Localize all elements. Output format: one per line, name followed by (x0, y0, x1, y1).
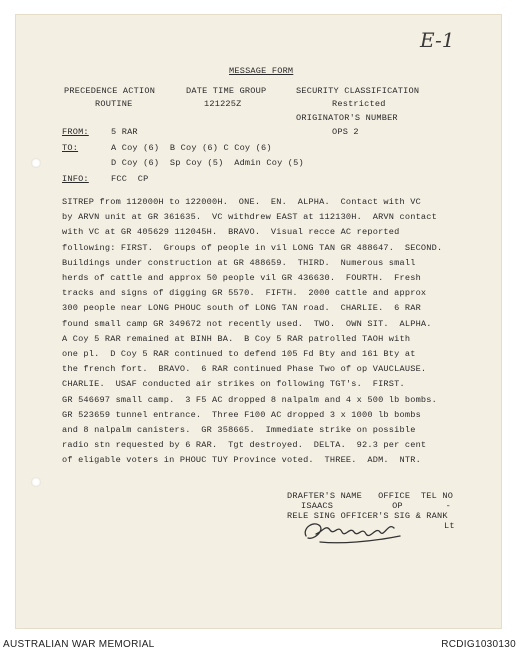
officer-rank: Lt (444, 521, 455, 531)
punch-hole-bottom (31, 477, 41, 487)
body-line: SITREP from 112000H to 122000H. ONE. EN. ALPHA. Contact with VC (62, 197, 421, 207)
document-reference: E-1 (420, 28, 455, 52)
body-line: GR 546697 small camp. 3 F5 AC dropped 8 nalpalm and 4 x 500 lb bombs. (62, 394, 437, 405)
info-label: INFO: (62, 174, 89, 184)
to-label: TO: (62, 143, 79, 153)
dtg-label: DATE TIME GROUP (186, 86, 267, 96)
releasing-officer-label: RELE SING OFFICER'S SIG & RANK (287, 511, 448, 521)
punch-hole-top (31, 158, 41, 168)
to-recipients-line-1: A Coy (6) B Coy (6) C Coy (6) (111, 143, 272, 153)
body-line: tracks and signs of digging GR 5570. FIFTH. 2000 cattle and approx (62, 288, 427, 299)
body-line: the french fort. BRAVO. 6 RAR continued Phase Two of op VAUCLAUSE. (62, 364, 427, 375)
drafter-header: DRAFTER'S NAME OFFICE TEL NO (287, 491, 454, 501)
body-line: of eligable voters in PHOUC TUY Province voted. THREE. ADM. NTR. (62, 455, 421, 466)
footer-archive-name: AUSTRALIAN WAR MEMORIAL (3, 639, 155, 650)
body-line: found small camp GR 349672 not recently used. TWO. OWN SIT. ALPHA. (62, 318, 432, 329)
dtg-value: 121225Z (204, 99, 242, 109)
originator-label: ORIGINATOR'S NUMBER (296, 113, 398, 123)
body-line: one pl. D Coy 5 RAR continued to defend 105 Fd Bty and 161 Bty at (62, 349, 416, 359)
form-title: MESSAGE FORM (229, 66, 294, 76)
from-label: FROM: (62, 127, 89, 137)
body-line: A Coy 5 RAR remained at BINH BA. B Coy 5 RAR patrolled TAOH with (62, 333, 411, 344)
body-line: radio stn requested by 6 RAR. Tgt destroyed. DELTA. 92.3 per cent (62, 440, 427, 451)
from-value: 5 RAR (111, 127, 138, 137)
body-line: herds of cattle and approx 50 people vil GR 436630. FOURTH. Fresh (62, 273, 421, 283)
signature-mark (300, 514, 410, 550)
precedence-value: ROUTINE (95, 99, 133, 109)
originator-value: OPS 2 (332, 127, 359, 137)
drafter-values: ISAACS OP - (301, 501, 451, 511)
body-line: Buildings under construction at GR 488659. THIRD. Numerous small (62, 257, 416, 268)
body-line: with VC at GR 405629 112045H. BRAVO. Visual recce AC reported (62, 227, 400, 238)
security-label: SECURITY CLASSIFICATION (296, 86, 420, 96)
footer-record-id: RCDIG1030130 (441, 639, 516, 650)
body-line: following: FIRST. Groups of people in vil LONG TAN GR 488647. SECOND. (62, 242, 443, 253)
body-line: and 8 nalpalm canisters. GR 358665. Immediate strike on possible (62, 425, 416, 435)
to-recipients-line-2: D Coy (6) Sp Coy (5) Admin Coy (5) (111, 158, 304, 168)
body-line: GR 523659 tunnel entrance. Three F100 AC dropped 3 x 1000 lb bombs (62, 409, 421, 420)
precedence-label: PRECEDENCE ACTION (64, 86, 156, 96)
security-value: Restricted (332, 99, 386, 109)
info-value: FCC CP (111, 174, 149, 184)
body-line: by ARVN unit at GR 361635. VC withdrew EAST at 112130H. ARVN contact (62, 212, 437, 223)
body-line: CHARLIE. USAF conducted air strikes on following TGT's. FIRST. (62, 379, 405, 390)
body-line: 300 people near LONG PHOUC south of LONG TAN road. CHARLIE. 6 RAR (62, 303, 421, 314)
